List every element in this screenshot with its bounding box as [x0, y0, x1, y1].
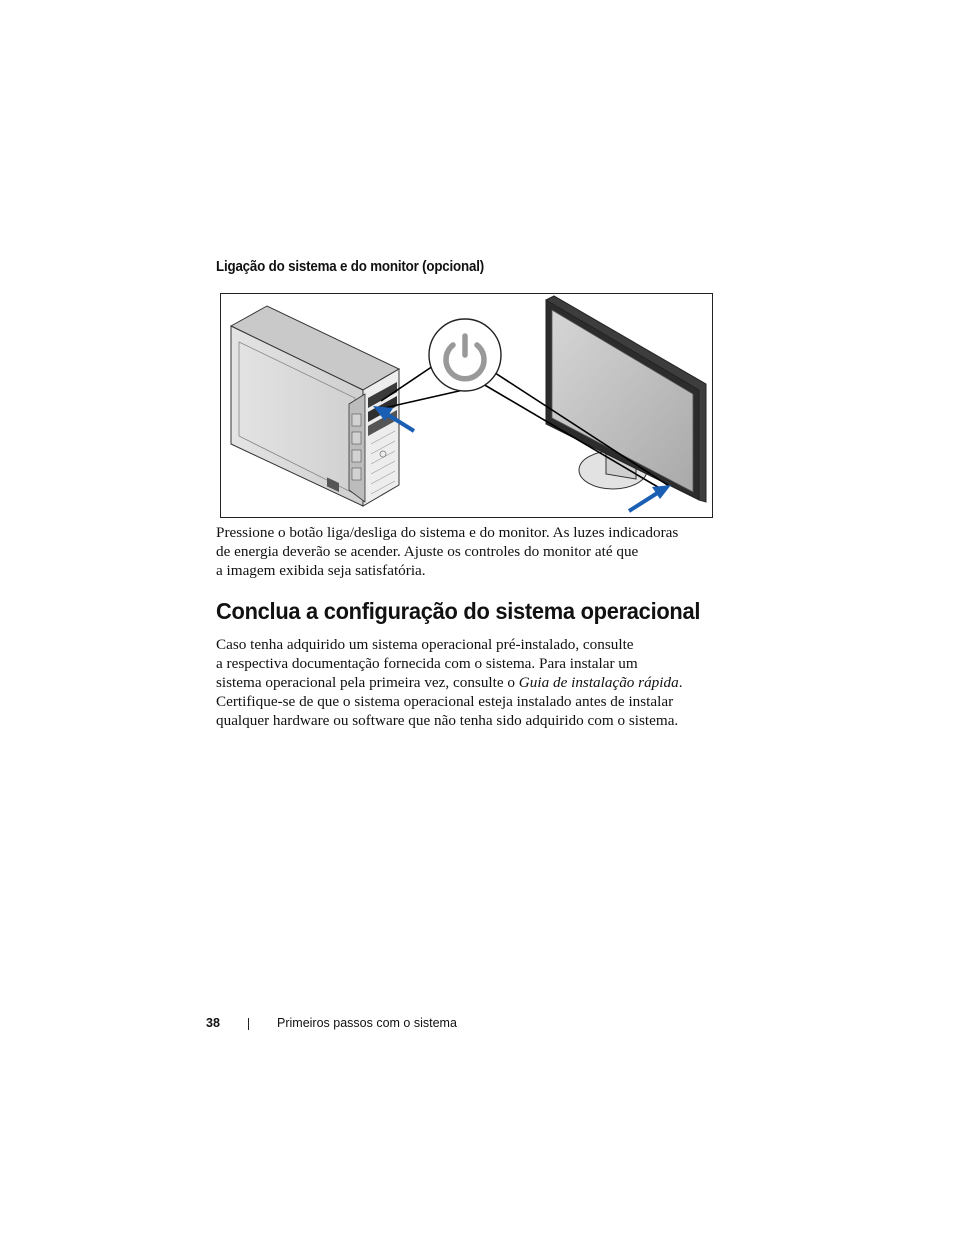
figure-heading: Ligação do sistema e do monitor (opcional)	[216, 259, 485, 275]
figure-caption	[216, 523, 711, 580]
body-line: qualquer hardware ou software que não tenha sido adquirido com o sistema.	[216, 712, 679, 729]
body-paragraph	[216, 635, 711, 730]
caption-line: a imagem exibida seja satisfatória.	[216, 562, 426, 579]
tower-server	[231, 306, 399, 506]
caption-line: de energia deverão se acender. Ajuste os controles do monitor até que	[216, 543, 639, 560]
footer-divider	[248, 1018, 249, 1030]
footer-section-title: Primeiros passos com o sistema	[277, 1016, 457, 1030]
figure-frame	[220, 293, 713, 518]
body-line	[216, 673, 711, 692]
system-monitor-illustration	[221, 294, 713, 518]
body-line: Certifique-se de que o sistema operacional esteja instalado antes de instalar	[216, 693, 674, 710]
monitor	[546, 296, 706, 502]
body-text-span: .	[678, 674, 683, 691]
body-line: Caso tenha adquirido um sistema operacional pré-instalado, consulte	[216, 636, 634, 653]
section-title: Conclua a configuração do sistema operacional	[216, 598, 701, 624]
power-callout	[429, 319, 501, 391]
arrow-to-monitor-power	[629, 485, 671, 511]
page-number: 38	[206, 1016, 220, 1030]
body-text-span: sistema operacional pela primeira vez, consulte o	[216, 674, 519, 691]
guide-title-reference: Guia de instalação rápida	[518, 674, 679, 691]
caption-line: Pressione o botão liga/desliga do sistema e do monitor. As luzes indicadoras	[216, 524, 679, 541]
body-line: a respectiva documentação fornecida com o sistema. Para instalar um	[216, 655, 638, 672]
